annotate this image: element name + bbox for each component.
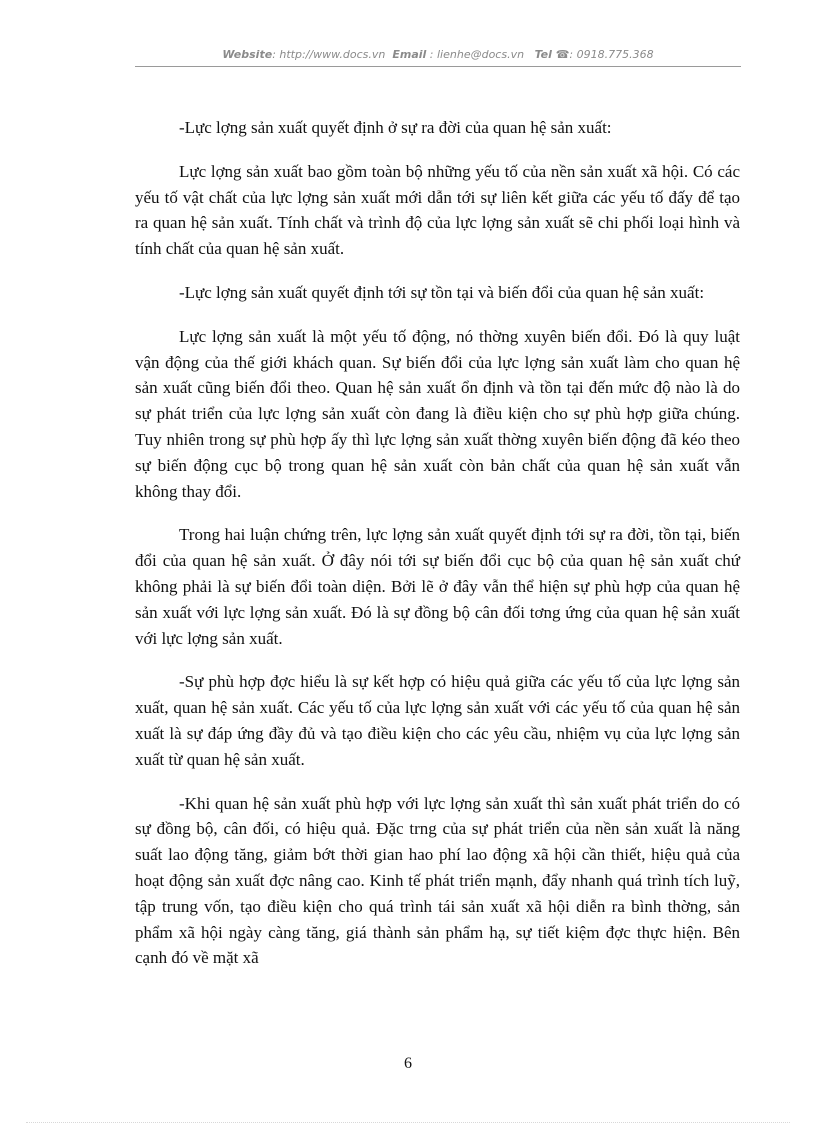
paragraph: -Khi quan hệ sản xuất phù hợp với lực lợng sản xuất thì sản xuất phát triển do có sự đồng bộ, cân đối, có hiệu quả. Đặc trng của sự phát triển của nền sản xuất là năng suất lao động tăng, giảm bớt thời gian hao phí lao động xã hội cần thiết, hiệu quả của hoạt động sản xuất đợc nâng cao. Kinh tế phát triển mạnh, đẩy nhanh quá trình tích luỹ, tập trung vốn, tạo điều kiện cho quá trình tái sản xuất xã hội diễn ra bình thờng, sản phẩm xã hội ngày càng tăng, giá thành sản phẩm hạ, sự tiết kiệm đợc thực hiện. Bên cạnh đó về mặt xã — [135, 793, 740, 968]
page-header — [135, 48, 741, 61]
paragraph: Lực lợng sản xuất bao gồm toàn bộ những yếu tố của nền sản xuất xã hội. Có các yếu tố vật chất của lực lợng sản xuất mới dẫn tới sự liên kết giữa các yếu tố đấy để tạo ra quan hệ sản xuất. Tính chất và trình độ của lực lợng sản xuất sẽ chi phối loại hình và tính chất của quan hệ sản xuất. — [135, 161, 740, 259]
email-label: Email — [392, 48, 427, 61]
tel-number: : 0918.775.368 — [569, 48, 654, 61]
tel-label: Tel ☎ — [534, 48, 570, 61]
website-label: Website — [222, 48, 273, 61]
paragraph: Lực lợng sản xuất là một yếu tố động, nó thờng xuyên biến đổi. Đó là quy luật vận động của thế giới khách quan. Sự biến đổi của lực lợng sản xuất làm cho quan hệ sản xuất cũng biến đổi theo. Quan hệ sản xuất ổn định và tồn tại đến mức độ nào là do sự phát triển của lực lợng sản xuất còn đang là điều kiện cho sự phù hợp giữa chúng. Tuy nhiên trong sự phù hợp ấy thì lực lợng sản xuất thờng xuyên biến động đã kéo theo sự biến động cục bộ trong quan hệ sản xuất còn bản chất của quan hệ sản xuất vẫn không thay đổi. — [135, 326, 740, 501]
paragraph: -Sự phù hợp đợc hiểu là sự kết hợp có hiệu quả giữa các yếu tố của lực lợng sản xuất, quan hệ sản xuất. Các yếu tố của lực lợng sản xuất với các yếu tố của quan hệ sản xuất là sự đáp ứng đầy đủ và tạo điều kiện cho các yêu cầu, nhiệm vụ của lực lợng sản xuất từ quan hệ sản xuất. — [135, 672, 740, 769]
document-body — [135, 115, 740, 989]
paragraph: -Lực lợng sản xuất quyết định tới sự tồn tại và biến đổi của quan hệ sản xuất: — [179, 282, 705, 302]
header-divider — [135, 66, 741, 67]
paragraph: Trong hai luận chứng trên, lực lợng sản xuất quyết định tới sự ra đời, tồn tại, biến đổi của quan hệ sản xuất. Ở đây nói tới sự biến đổi cục bộ của quan hệ sản xuất chứ không phải là sự biến đổi toàn diện. Bởi lẽ ở đây vẫn thể hiện sự phù hợp của quan hệ sản xuất với lực lợng sản xuất. Đó là sự đồng bộ cân đối tơng ứng của quan hệ sản xuất với lực lợng sản xuất. — [135, 525, 740, 648]
email-address[interactable]: : lienhe@docs.vn — [429, 48, 525, 61]
website-url[interactable]: : http://www.docs.vn — [272, 48, 386, 61]
paragraph: -Lực lợng sản xuất quyết định ở sự ra đời của quan hệ sản xuất: — [179, 118, 612, 137]
page-number: 6 — [404, 1055, 412, 1072]
